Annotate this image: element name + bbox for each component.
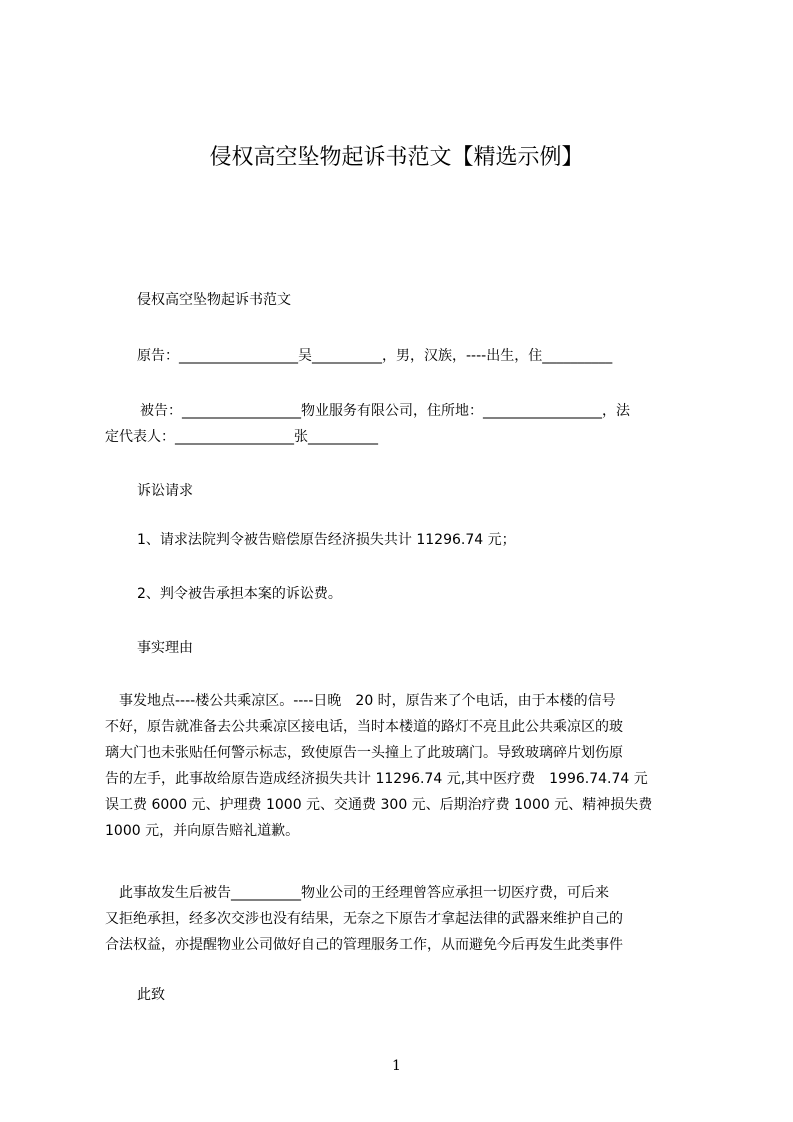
facts-line: 1000 元，并向原告赔礼道歉。	[105, 823, 300, 839]
facts-line: 事发地点----楼公共乘凉区。----日晚 20 时，原告来了个电话，由于本楼的信号	[105, 693, 616, 709]
facts-line: 不好，原告就准备去公共乘凉区接电话，当时本楼道的路灯不亮且此公共乘凉区的玻	[105, 719, 623, 735]
page-number: 1	[392, 1058, 401, 1074]
defendant-line-2: 定代表人：_________________张__________	[105, 429, 378, 445]
document-title: 侵权高空坠物起诉书范文【精选示例】	[209, 145, 584, 170]
facts-paragraph	[105, 688, 705, 844]
facts-heading: 事实理由	[137, 640, 193, 656]
accident-paragraph	[105, 880, 705, 958]
accident-line: 合法权益，亦提醒物业公司做好自己的管理服务工作，从而避免今后再发生此类事件	[105, 937, 623, 953]
claims-heading: 诉讼请求	[137, 483, 193, 499]
facts-line: 璃大门也未张贴任何警示标志，致使原告一头撞上了此玻璃门。导致玻璃碎片划伤原	[105, 745, 623, 761]
facts-line: 告的左手，此事故给原告造成经济损失共计 11296.74 元,其中医疗费 1996.74.74 元	[105, 771, 648, 787]
defendant-line-1: 被告：_________________物业服务有限公司，住所地：_________________，法	[140, 403, 630, 419]
document-subtitle: 侵权高空坠物起诉书范文	[137, 292, 291, 308]
accident-line: 此事故发生后被告__________物业公司的王经理曾答应承担一切医疗费，可后来	[105, 885, 609, 901]
facts-line: 误工费 6000 元、护理费 1000 元、交通费 300 元、后期治疗费 1000 元、精神损失费	[105, 797, 653, 813]
claim-item-2: 2、判令被告承担本案的诉讼费。	[137, 586, 342, 602]
accident-line: 又拒绝承担，经多次交涉也没有结果，无奈之下原告才拿起法律的武器来维护自己的	[105, 911, 623, 927]
closing-text: 此致	[137, 987, 165, 1003]
claim-item-1: 1、请求法院判令被告赔偿原告经济损失共计 11296.74 元；	[137, 532, 516, 548]
plaintiff-line: 原告：_________________吴__________，男，汉族，----出生，住__________	[137, 348, 613, 364]
